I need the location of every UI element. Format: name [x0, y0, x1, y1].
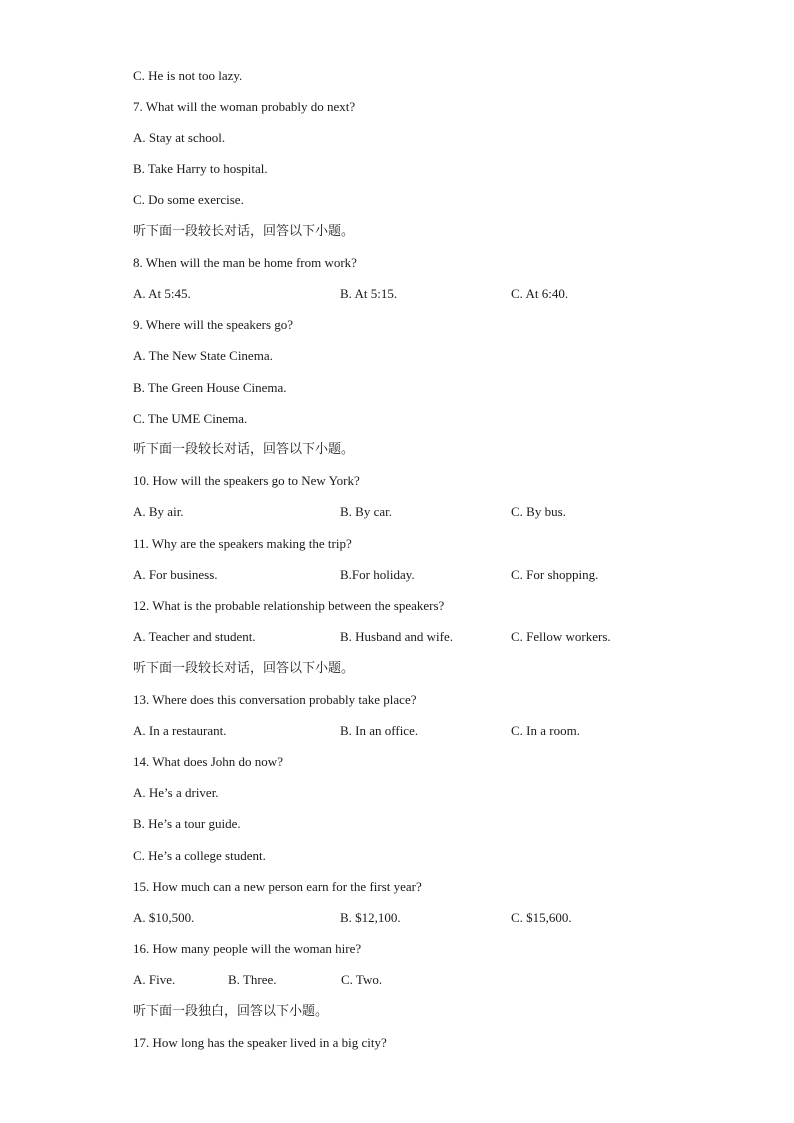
q13-option-a: A. In a restaurant. [133, 723, 227, 738]
question-10: 10. How will the speakers go to New York? [133, 473, 360, 488]
question-16: 16. How many people will the woman hire? [133, 941, 362, 956]
q16-option-a: A. Five. [133, 972, 176, 987]
q8-options [133, 286, 693, 302]
q8-option-b: B. At 5:15. [340, 286, 398, 301]
q7-option-c: C. Do some exercise. [133, 192, 244, 207]
q14-option-c: C. He’s a college student. [133, 848, 266, 863]
q14-option-a: A. He’s a driver. [133, 785, 219, 800]
q6-option-c: C. He is not too lazy. [133, 68, 243, 83]
question-8: 8. When will the man be home from work? [133, 255, 357, 270]
instruction-long-dialogue: 听下面一段较长对话，回答以下小题。 [133, 442, 355, 457]
q13-option-c: C. In a room. [511, 723, 580, 738]
q16-option-b: B. Three. [228, 972, 277, 987]
question-7: 7. What will the woman probably do next? [133, 99, 356, 114]
q12-option-b: B. Husband and wife. [340, 629, 454, 644]
instruction-long-dialogue: 听下面一段较长对话，回答以下小题。 [133, 224, 355, 239]
q16-options [133, 972, 693, 988]
q13-option-b: B. In an office. [340, 723, 419, 738]
q10-option-b: B. By car. [340, 504, 392, 519]
q7-option-a: A. Stay at school. [133, 130, 226, 145]
q10-option-c: C. By bus. [511, 504, 566, 519]
q11-option-b: B.For holiday. [340, 567, 415, 582]
q13-options [133, 723, 693, 739]
q10-option-a: A. By air. [133, 504, 184, 519]
q12-options [133, 629, 693, 645]
q9-option-c: C. The UME Cinema. [133, 411, 248, 426]
q9-option-a: A. The New State Cinema. [133, 348, 273, 363]
q15-options [133, 910, 693, 926]
q15-option-c: C. $15,600. [511, 910, 572, 925]
q11-option-a: A. For business. [133, 567, 218, 582]
question-9: 9. Where will the speakers go? [133, 317, 294, 332]
question-11: 11. Why are the speakers making the trip? [133, 536, 352, 551]
q11-option-c: C. For shopping. [511, 567, 599, 582]
q12-option-c: C. Fellow workers. [511, 629, 611, 644]
q14-option-b: B. He’s a tour guide. [133, 816, 241, 831]
q7-option-b: B. Take Harry to hospital. [133, 161, 268, 176]
instruction-monologue: 听下面一段独白，回答以下小题。 [133, 1004, 329, 1019]
instruction-long-dialogue: 听下面一段较长对话，回答以下小题。 [133, 661, 355, 676]
q15-option-a: A. $10,500. [133, 910, 195, 925]
q10-options [133, 504, 693, 520]
q15-option-b: B. $12,100. [340, 910, 401, 925]
question-12: 12. What is the probable relationship between the speakers? [133, 598, 445, 613]
q16-option-c: C. Two. [341, 972, 383, 987]
q9-option-b: B. The Green House Cinema. [133, 380, 287, 395]
question-14: 14. What does John do now? [133, 754, 283, 769]
question-17: 17. How long has the speaker lived in a big city? [133, 1035, 387, 1050]
q8-option-c: C. At 6:40. [511, 286, 569, 301]
q12-option-a: A. Teacher and student. [133, 629, 256, 644]
q8-option-a: A. At 5:45. [133, 286, 191, 301]
q11-options [133, 567, 693, 583]
question-15: 15. How much can a new person earn for the first year? [133, 879, 422, 894]
question-13: 13. Where does this conversation probably take place? [133, 692, 417, 707]
